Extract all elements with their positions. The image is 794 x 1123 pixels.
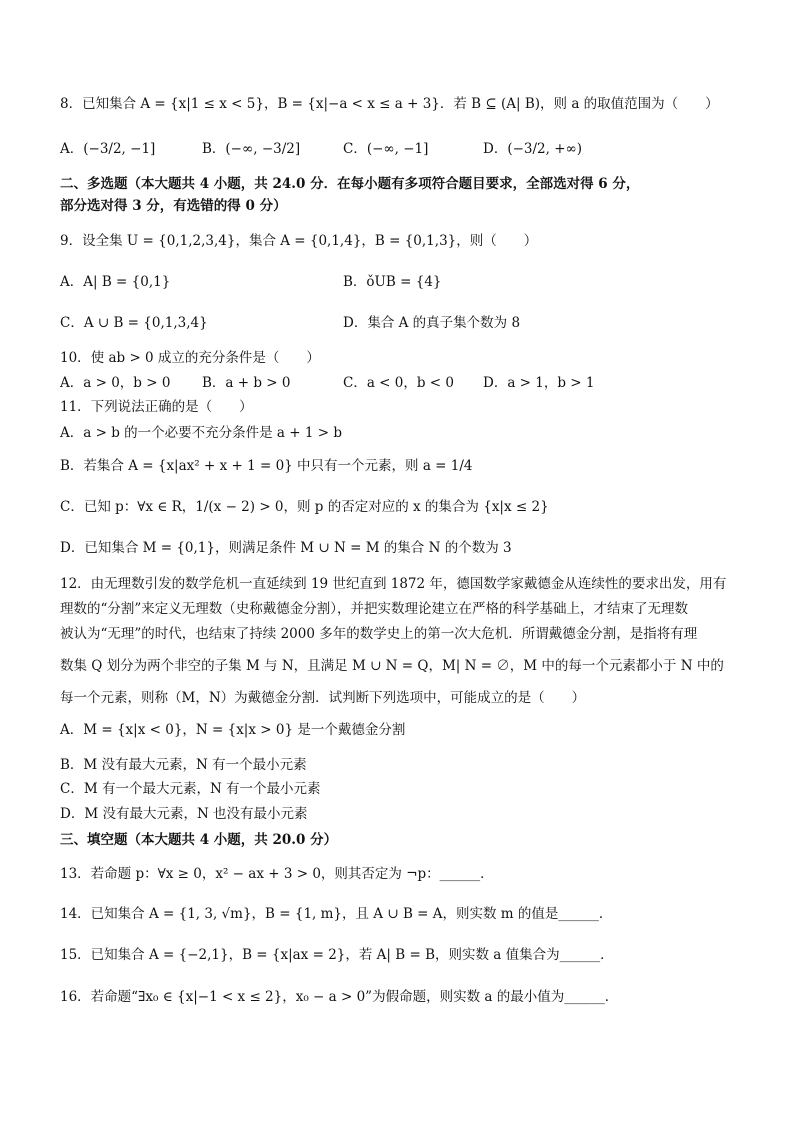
- q15-stem: 15．已知集合 A = {−2,1}，B = {x|ax = 2}，若 A| B = B，则实数 a 值集合为______．: [60, 947, 614, 963]
- q12-line-2: 理数的“分割”来定义无理数（史称戴德金分割），并把实数理论建立在严格的科学基础上，才结束了无理数: [60, 601, 689, 617]
- q11-option-a: A．a > b 的一个必要不充分条件是 a + 1 > b: [60, 425, 342, 441]
- q10-option-a: A．a > 0，b > 0: [60, 375, 171, 391]
- q12-option-d: D．M 没有最大元素，N 也没有最小元素: [60, 806, 308, 822]
- q12-line-5: 每一个元素，则称（M，N）为戴德金分割．试判断下列选项中，可能成立的是（ ）: [60, 690, 586, 706]
- q11-option-d: D．已知集合 M = {0,1}，则满足条件 M ∪ N = M 的集合 N 的个数为 3: [60, 540, 512, 556]
- q8-option-a: A．(−3/2, −1]: [60, 141, 156, 157]
- section3-title: 三、填空题（本大题共 4 小题，共 20.0 分）: [60, 832, 338, 848]
- section2-title: 二、多选题（本大题共 4 小题，共 24.0 分．在每小题有多项符合题目要求，全部选对得 6 分，: [60, 176, 640, 192]
- q9-option-a: A．A| B = {0,1}: [60, 274, 171, 290]
- q12-option-b: B．M 没有最大元素，N 有一个最小元素: [60, 757, 307, 773]
- q10-stem: 10．使 ab > 0 成立的充分条件是（ ）: [60, 350, 320, 366]
- q8-option-c: C．(−∞, −1]: [343, 141, 429, 157]
- q14-stem: 14．已知集合 A = {1, 3, √m}，B = {1, m}，且 A ∪ B = A，则实数 m 的值是______．: [60, 906, 613, 922]
- q11-option-b: B．若集合 A = {x|ax² + x + 1 = 0} 中只有一个元素，则 a = 1/4: [60, 458, 473, 474]
- section2-title-cont: 部分选对得 3 分，有选错的得 0 分）: [60, 198, 287, 214]
- q11-stem: 11．下列说法正确的是（ ）: [60, 399, 253, 415]
- q9-option-b: B．ǒUB = {4}: [343, 274, 442, 290]
- q12-option-c: C．M 有一个最大元素，N 有一个最小元素: [60, 781, 321, 797]
- q13-stem: 13．若命题 p：∀x ≥ 0，x² − ax + 3 > 0，则其否定为 ¬p：______．: [60, 866, 494, 882]
- q16-stem: 16．若命题“∃x₀ ∈ {x|−1 < x ≤ 2}，x₀ − a > 0”为假命题，则实数 a 的最小值为______．: [60, 989, 619, 1005]
- q8-option-b: B．(−∞, −3/2]: [202, 141, 301, 157]
- q12-line-4: 数集 Q 划分为两个非空的子集 M 与 N，且满足 M ∪ N = Q，M| N = ∅，M 中的每一个元素都小于 N 中的: [60, 658, 724, 674]
- q12-line-1: 12．由无理数引发的数学危机一直延续到 19 世纪直到 1872 年，德国数学家戴德金从连续性的要求出发，用有: [60, 576, 727, 592]
- q8-stem: 8．已知集合 A = {x|1 ≤ x < 5}，B = {x|−a < x ≤ a + 3}．若 B ⊆ (A| B)，则 a 的取值范围为（ ）: [60, 96, 719, 112]
- q10-option-b: B．a + b > 0: [202, 375, 291, 391]
- q12-line-3: 被认为“无理”的时代，也结束了持续 2000 多年的数学史上的第一次大危机．所谓戴德金分割，是指将有理: [60, 626, 698, 642]
- q12-option-a: A．M = {x|x < 0}，N = {x|x > 0} 是一个戴德金分割: [60, 722, 406, 738]
- q9-stem: 9．设全集 U = {0,1,2,3,4}，集合 A = {0,1,4}，B = {0,1,3}，则（ ）: [60, 233, 538, 249]
- q9-option-c: C．A ∪ B = {0,1,3,4}: [60, 315, 208, 331]
- q9-option-d: D．集合 A 的真子集个数为 8: [343, 315, 521, 331]
- q11-option-c: C．已知 p：∀x ∈ R，1/(x − 2) > 0，则 p 的否定对应的 x 的集合为 {x|x ≤ 2}: [60, 499, 549, 515]
- q10-option-c: C．a < 0，b < 0: [343, 375, 454, 391]
- q10-option-d: D．a > 1，b > 1: [483, 375, 595, 391]
- q8-option-d: D．(−3/2, +∞): [483, 141, 583, 157]
